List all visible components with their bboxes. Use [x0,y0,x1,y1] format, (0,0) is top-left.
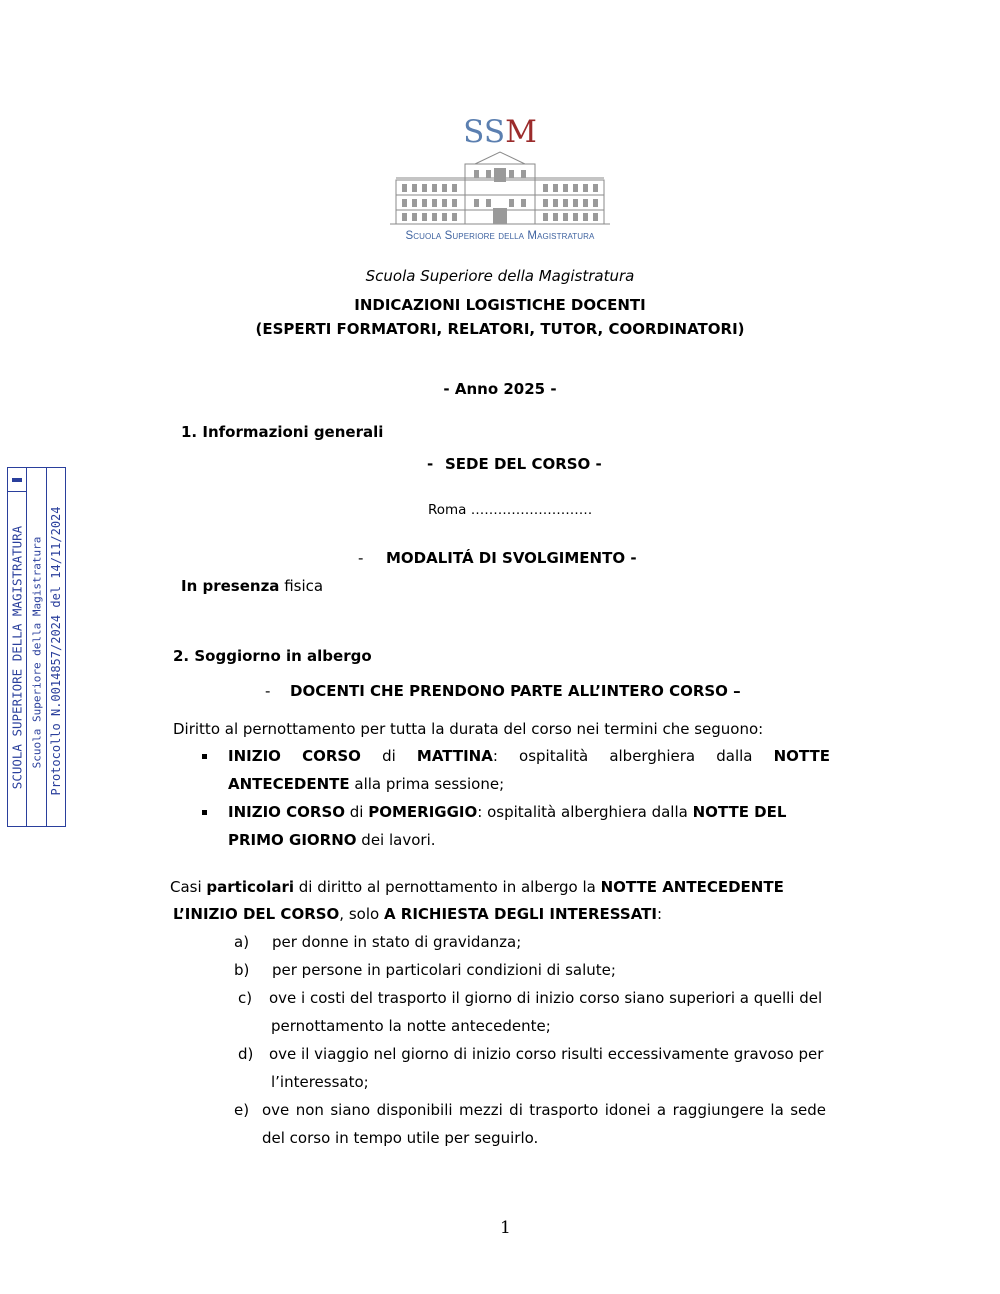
building-illustration [390,150,610,230]
year-label: - Anno 2025 - [443,380,557,398]
cases-line-2: L’INIZIO DEL CORSO, solo A RICHIESTA DEGLI INTERESSATI: [173,905,663,923]
list-item: per persone in particolari condizioni di salute; [272,961,616,979]
stamp-marker-box [8,468,26,492]
sede-value: Roma ……………………… [428,502,593,518]
bullet-2-line-2: PRIMO GIORNO dei lavori. [228,831,436,849]
stamp-column-3 [47,468,65,826]
list-item-continuation: pernottamento la notte antecedente; [271,1017,551,1035]
document-subtitle: (ESPERTI FORMATORI, RELATORI, TUTOR, COORDINATORI) [255,320,745,338]
document-title: INDICAZIONI LOGISTICHE DOCENTI [354,296,646,314]
list-item-letter: a) [234,933,250,951]
sede-dash: - [427,455,434,473]
list-item-letter: b) [234,961,250,979]
modalita-title: MODALITÁ DI SVOLGIMENTO - [386,549,637,567]
list-item: ove non siano disponibili mezzi di trasporto idonei a raggiungere la sede [262,1101,826,1119]
list-item-continuation: del corso in tempo utile per seguirlo. [262,1129,539,1147]
protocol-stamp [7,467,66,827]
list-item: per donne in stato di gravidanza; [272,933,522,951]
bullet-1-line-2: ANTECEDENTE alla prima sessione; [228,775,505,793]
ssm-logo [390,112,610,248]
cases-line-1: Casi particolari di diritto al pernottamento in albergo la NOTTE ANTECEDENTE [170,878,784,896]
list-item-letter: c) [238,989,253,1007]
stamp-line-2: Scuola Superiore della Magistratura [30,536,43,769]
subsection-title: DOCENTI CHE PRENDONO PARTE ALL’INTERO CORSO – [290,682,741,700]
stamp-line-3: Protocollo N.0014857/2024 del 14/11/2024 [49,506,63,796]
bullet-square [202,810,207,815]
bullet-1-line-1: INIZIO CORSO di MATTINA: ospitalità alberghiera dalla NOTTE [228,747,830,765]
list-item-letter: d) [238,1045,254,1063]
list-item: ove i costi del trasporto il giorno di inizio corso siano superiori a quelli del [269,989,823,1007]
list-item-letter: e) [234,1101,250,1119]
institution-name: Scuola Superiore della Magistratura [365,267,635,285]
section-1-heading: 1. Informazioni generali [181,423,384,441]
logo-acronym: SSM [463,114,537,150]
logo-caption: Scuola Superiore della Magistratura [405,230,595,242]
bullet-square [202,754,207,759]
list-item: ove il viaggio nel giorno di inizio corso risulti eccessivamente gravoso per [269,1045,824,1063]
stamp-line-1: SCUOLA SUPERIORE DELLA MAGISTRATURA [9,525,25,790]
sede-title: SEDE DEL CORSO - [445,455,602,473]
stamp-column-2 [27,468,47,826]
bullet-2-line-1: INIZIO CORSO di POMERIGGIO: ospitalità alberghiera dalla NOTTE DEL [228,803,787,821]
stamp-marker [12,478,22,482]
stamp-column-1 [8,468,27,826]
list-item-continuation: l’interessato; [271,1073,369,1091]
section-2-heading: 2. Soggiorno in albergo [173,647,372,665]
page-number: 1 [500,1218,511,1238]
subsection-dash: - [265,682,271,700]
modalita-dash: - [358,549,364,567]
intro-paragraph: Diritto al pernottamento per tutta la durata del corso nei termini che seguono: [173,720,764,738]
modalita-value: In presenza fisica [181,577,324,595]
